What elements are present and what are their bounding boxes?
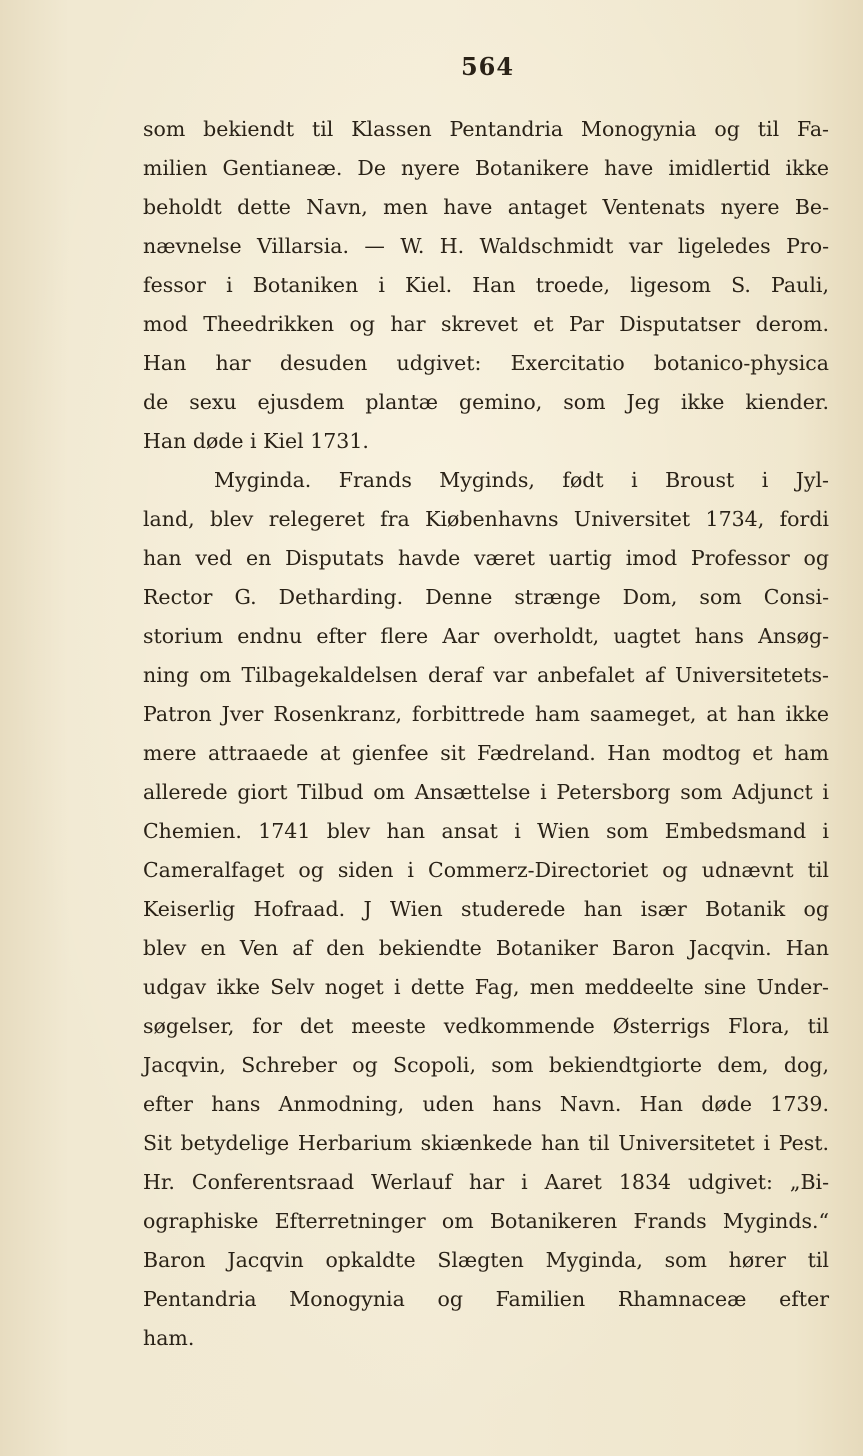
text-line: søgelser, for det meeste vedkommende Østerrigs Flora, til (143, 1014, 829, 1038)
page-number: 564 (460, 52, 515, 81)
text-line: land, blev relegeret fra Kiøbenhavns Universitet 1734, fordi (143, 507, 829, 531)
text-line: Baron Jacqvin opkaldte Slægten Myginda, som hører til (143, 1248, 829, 1272)
text-line: Myginda. Frands Myginds, født i Broust i Jyl- (214, 468, 829, 492)
text-line: Jacqvin, Schreber og Scopoli, som bekiendtgiorte dem, dog, (143, 1053, 829, 1077)
text-line: storium endnu efter flere Aar overholdt, uagtet hans Ansøg- (143, 624, 829, 648)
text-line: allerede giort Tilbud om Ansættelse i Petersborg som Adjunct i (143, 780, 829, 804)
text-line: de sexu ejusdem plantæ gemino, som Jeg ikke kiender. (143, 390, 829, 414)
text-line: blev en Ven af den bekiendte Botaniker Baron Jacqvin. Han (143, 936, 829, 960)
text-line: Cameralfaget og siden i Commerz-Directoriet og udnævnt til (143, 858, 829, 882)
text-line: han ved en Disputats havde været uartig imod Professor og (143, 546, 829, 570)
text-line: ham. (143, 1326, 195, 1350)
text-line: som bekiendt til Klassen Pentandria Monogynia og til Fa- (143, 117, 829, 141)
text-line: ographiske Efterretninger om Botanikeren Frands Myginds.“ (143, 1209, 829, 1233)
text-line: Patron Jver Rosenkranz, forbittrede ham saameget, at han ikke (143, 702, 829, 726)
text-line: mere attraaede at gienfee sit Fædreland. Han modtog et ham (143, 741, 829, 765)
text-line: ning om Tilbagekaldelsen deraf var anbefalet af Universitetets- (143, 663, 829, 687)
text-line: milien Gentianeæ. De nyere Botanikere have imidlertid ikke (143, 156, 829, 180)
text-line: Keiserlig Hofraad. J Wien studerede han især Botanik og (143, 897, 829, 921)
text-line: fessor i Botaniken i Kiel. Han troede, ligesom S. Pauli, (143, 273, 829, 297)
text-line: mod Theedrikken og har skrevet et Par Disputatser derom. (143, 312, 829, 336)
text-line: Hr. Conferentsraad Werlauf har i Aaret 1834 udgivet: „Bi- (143, 1170, 829, 1194)
text-line: nævnelse Villarsia. — W. H. Waldschmidt var ligeledes Pro- (143, 234, 829, 258)
text-line: Han døde i Kiel 1731. (143, 429, 369, 453)
text-line: Chemien. 1741 blev han ansat i Wien som Embedsmand i (143, 819, 829, 843)
text-line: Sit betydelige Herbarium skiænkede han til Universitetet i Pest. (143, 1131, 829, 1155)
body-text (143, 110, 829, 1358)
text-line: Pentandria Monogynia og Familien Rhamnaceæ efter (143, 1287, 829, 1311)
text-line: udgav ikke Selv noget i dette Fag, men meddeelte sine Under- (143, 975, 829, 999)
text-line: Han har desuden udgivet: Exercitatio botanico-physica (143, 351, 829, 375)
text-line: beholdt dette Navn, men have antaget Ventenats nyere Be- (143, 195, 829, 219)
text-line: efter hans Anmodning, uden hans Navn. Han døde 1739. (143, 1092, 829, 1116)
text-line: Rector G. Detharding. Denne strænge Dom, som Consi- (143, 585, 829, 609)
